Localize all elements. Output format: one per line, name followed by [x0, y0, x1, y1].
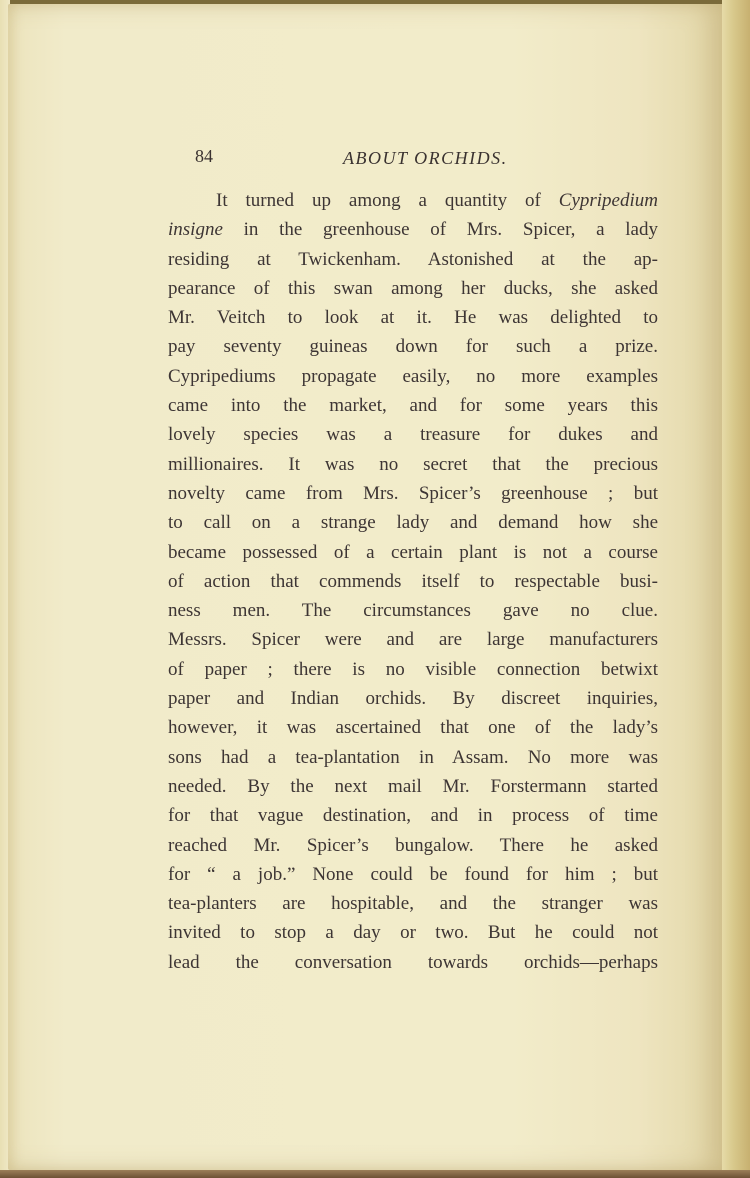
text-line: ness men. The circumstances gave no clue.	[168, 600, 658, 622]
scan-bottom-edge	[0, 1170, 750, 1178]
text-line: residing at Twickenham. Astonished at the ap-	[168, 248, 658, 270]
text-line: came into the market, and for some years this	[168, 395, 658, 417]
text-line: insigne in the greenhouse of Mrs. Spicer, a lady	[168, 219, 658, 241]
text-line: for “ a job.” None could be found for him ; but	[168, 863, 658, 885]
page-number: 84	[195, 146, 213, 166]
text-line: reached Mr. Spicer’s bungalow. There he asked	[168, 834, 658, 856]
text-line: became possessed of a certain plant is not a course	[168, 541, 658, 563]
text-line: sons had a tea-plantation in Assam. No more was	[168, 746, 658, 768]
running-head: ABOUT ORCHIDS.	[343, 148, 508, 168]
text-line: It turned up among a quantity of Cypripedium	[216, 190, 658, 211]
page-header	[195, 146, 655, 176]
text-line: pearance of this swan among her ducks, she asked	[168, 277, 658, 299]
text-line: pay seventy guineas down for such a prize.	[168, 336, 658, 358]
text-line: however, it was ascertained that one of the lady’s	[168, 717, 658, 739]
text-line: of action that commends itself to respectable busi-	[168, 570, 658, 592]
text-line: tea-planters are hospitable, and the stranger was	[168, 893, 658, 915]
text-line: to call on a strange lady and demand how she	[168, 512, 658, 534]
text-line: invited to stop a day or two. But he could not	[168, 922, 658, 944]
text-line: novelty came from Mrs. Spicer’s greenhouse ; but	[168, 482, 658, 504]
text-line: needed. By the next mail Mr. Forstermann started	[168, 775, 658, 797]
text-line: of paper ; there is no visible connection betwixt	[168, 658, 658, 680]
text-line: millionaires. It was no secret that the precious	[168, 453, 658, 475]
text-line: lead the conversation towards orchids—perhaps	[168, 951, 658, 973]
body-text	[168, 186, 658, 977]
text-line: Messrs. Spicer were and are large manufacturers	[168, 629, 658, 651]
text-line: for that vague destination, and in process of time	[168, 805, 658, 827]
text-line: lovely species was a treasure for dukes and	[168, 424, 658, 446]
page-gutter-edge	[722, 0, 750, 1178]
text-line: paper and Indian orchids. By discreet inquiries,	[168, 688, 658, 710]
text-line: Mr. Veitch to look at it. He was delighted to	[168, 307, 658, 329]
text-line: Cypripediums propagate easily, no more examples	[168, 365, 658, 387]
